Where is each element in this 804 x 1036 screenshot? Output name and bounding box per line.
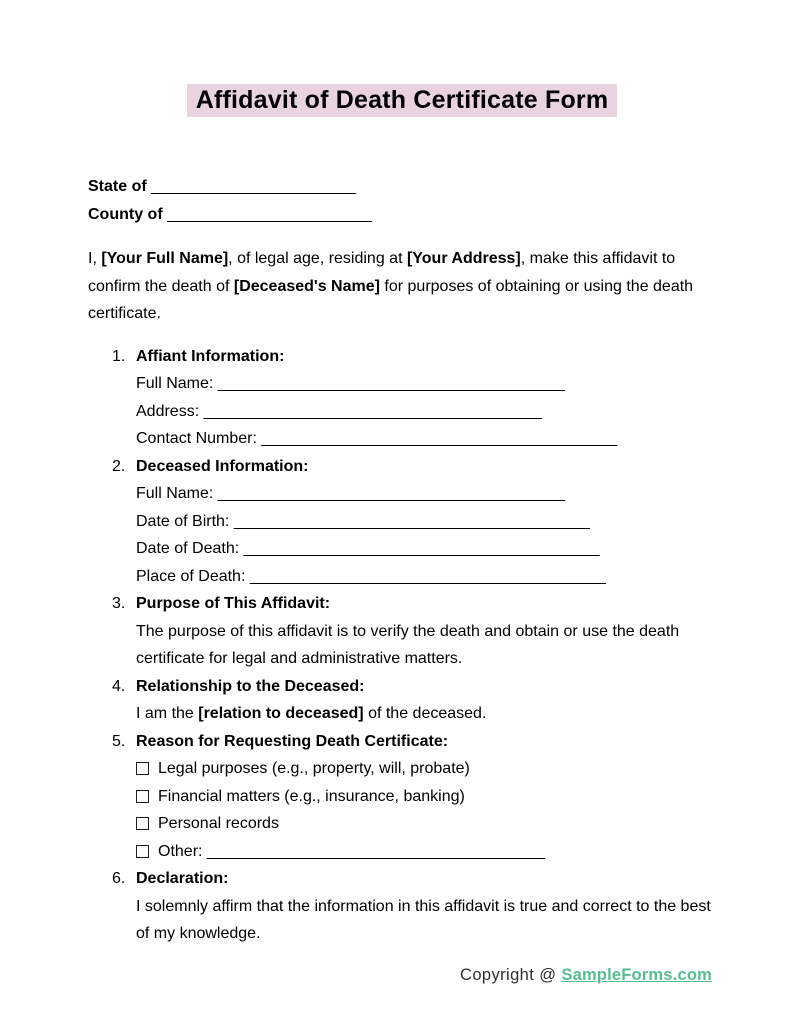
numbered-list [88, 343, 716, 948]
other-checkbox[interactable] [136, 845, 149, 858]
county-field-line [88, 201, 716, 229]
footer [88, 963, 716, 987]
intro-text: I, [88, 250, 102, 267]
financial-matters-checkbox[interactable] [136, 790, 149, 803]
title-wrap [88, 84, 716, 117]
placeholder-relation-to-deceased: [relation to deceased] [198, 705, 364, 722]
purpose-heading: Purpose of This Affidavit: [136, 595, 331, 612]
option-row-other [136, 838, 716, 866]
deceased-full-name-field: Full Name: _______________________________________ [136, 485, 565, 502]
list-number: 3. [112, 595, 126, 612]
placeholder-your-address: [Your Address] [406, 250, 521, 267]
placeholder-your-full-name: [Your Full Name] [101, 250, 229, 267]
relationship-heading: Relationship to the Deceased: [136, 677, 365, 695]
list-item-deceased-info [88, 453, 716, 591]
other-label: Other: ______________________________________ [158, 842, 546, 860]
option-row-legal [136, 755, 716, 783]
list-number: 4. [112, 677, 126, 695]
copyright-text: Copyright @ [460, 965, 562, 984]
deceased-info-heading: Deceased Information: [136, 457, 309, 475]
intro-text: for purposes of obtaining or using the death certificate. [88, 277, 694, 322]
list-item-purpose [88, 590, 716, 673]
county-label: County of [88, 205, 163, 223]
intro-text: , make this affidavit to confirm the death of [88, 250, 676, 295]
declaration-body: I solemnly affirm that the information in this affidavit is true and correct to the best of my knowledge. [136, 897, 711, 942]
reason-heading: Reason for Requesting Death Certificate: [136, 732, 449, 750]
legal-purposes-checkbox[interactable] [136, 762, 149, 775]
state-label: State of [88, 178, 147, 195]
purpose-body: The purpose of this affidavit is to verify the death and obtain or use the death certificate for legal and administrative matters. [136, 622, 680, 667]
intro-paragraph [88, 245, 716, 328]
affiant-contact-number-field: Contact Number: ________________________________________ [136, 430, 618, 447]
list-number: 2. [112, 457, 126, 475]
deceased-date-of-birth-field: Date of Birth: ________________________________________ [136, 512, 590, 530]
financial-matters-label: Financial matters (e.g., insurance, banking) [158, 787, 465, 805]
personal-records-label: Personal records [158, 815, 279, 832]
option-row-personal [136, 810, 716, 838]
declaration-heading: Declaration: [136, 870, 229, 887]
relationship-text: of the deceased. [363, 705, 487, 722]
affiant-info-heading: Affiant Information: [136, 347, 285, 365]
personal-records-checkbox[interactable] [136, 817, 149, 830]
affiant-address-field: Address: ______________________________________ [136, 402, 542, 420]
list-item-relationship [88, 673, 716, 728]
list-number: 6. [112, 870, 126, 887]
relationship-body [136, 700, 716, 728]
option-row-financial [136, 783, 716, 811]
intro-text: , of legal age, residing at [228, 250, 407, 267]
county-blank-line: _______________________ [162, 205, 372, 223]
deceased-place-of-death-field: Place of Death: ________________________________________ [136, 567, 606, 585]
list-item-reason [88, 728, 716, 866]
page-title: Affidavit of Death Certificate Form [187, 84, 618, 117]
state-field-line [88, 173, 716, 201]
list-item-declaration [88, 865, 716, 948]
list-number: 5. [112, 732, 126, 750]
placeholder-deceased-name: [Deceased's Name] [233, 277, 380, 295]
affiant-full-name-field: Full Name: _______________________________________ [136, 375, 565, 392]
deceased-date-of-death-field: Date of Death: ________________________________________ [136, 540, 600, 557]
legal-purposes-label: Legal purposes (e.g., property, will, probate) [158, 760, 470, 777]
sampleforms-link[interactable]: SampleForms.com [561, 965, 712, 984]
list-item-affiant-info [88, 343, 716, 453]
list-number: 1. [112, 347, 126, 365]
state-blank-line: _______________________ [146, 178, 356, 195]
relationship-text: I am the [136, 705, 199, 722]
